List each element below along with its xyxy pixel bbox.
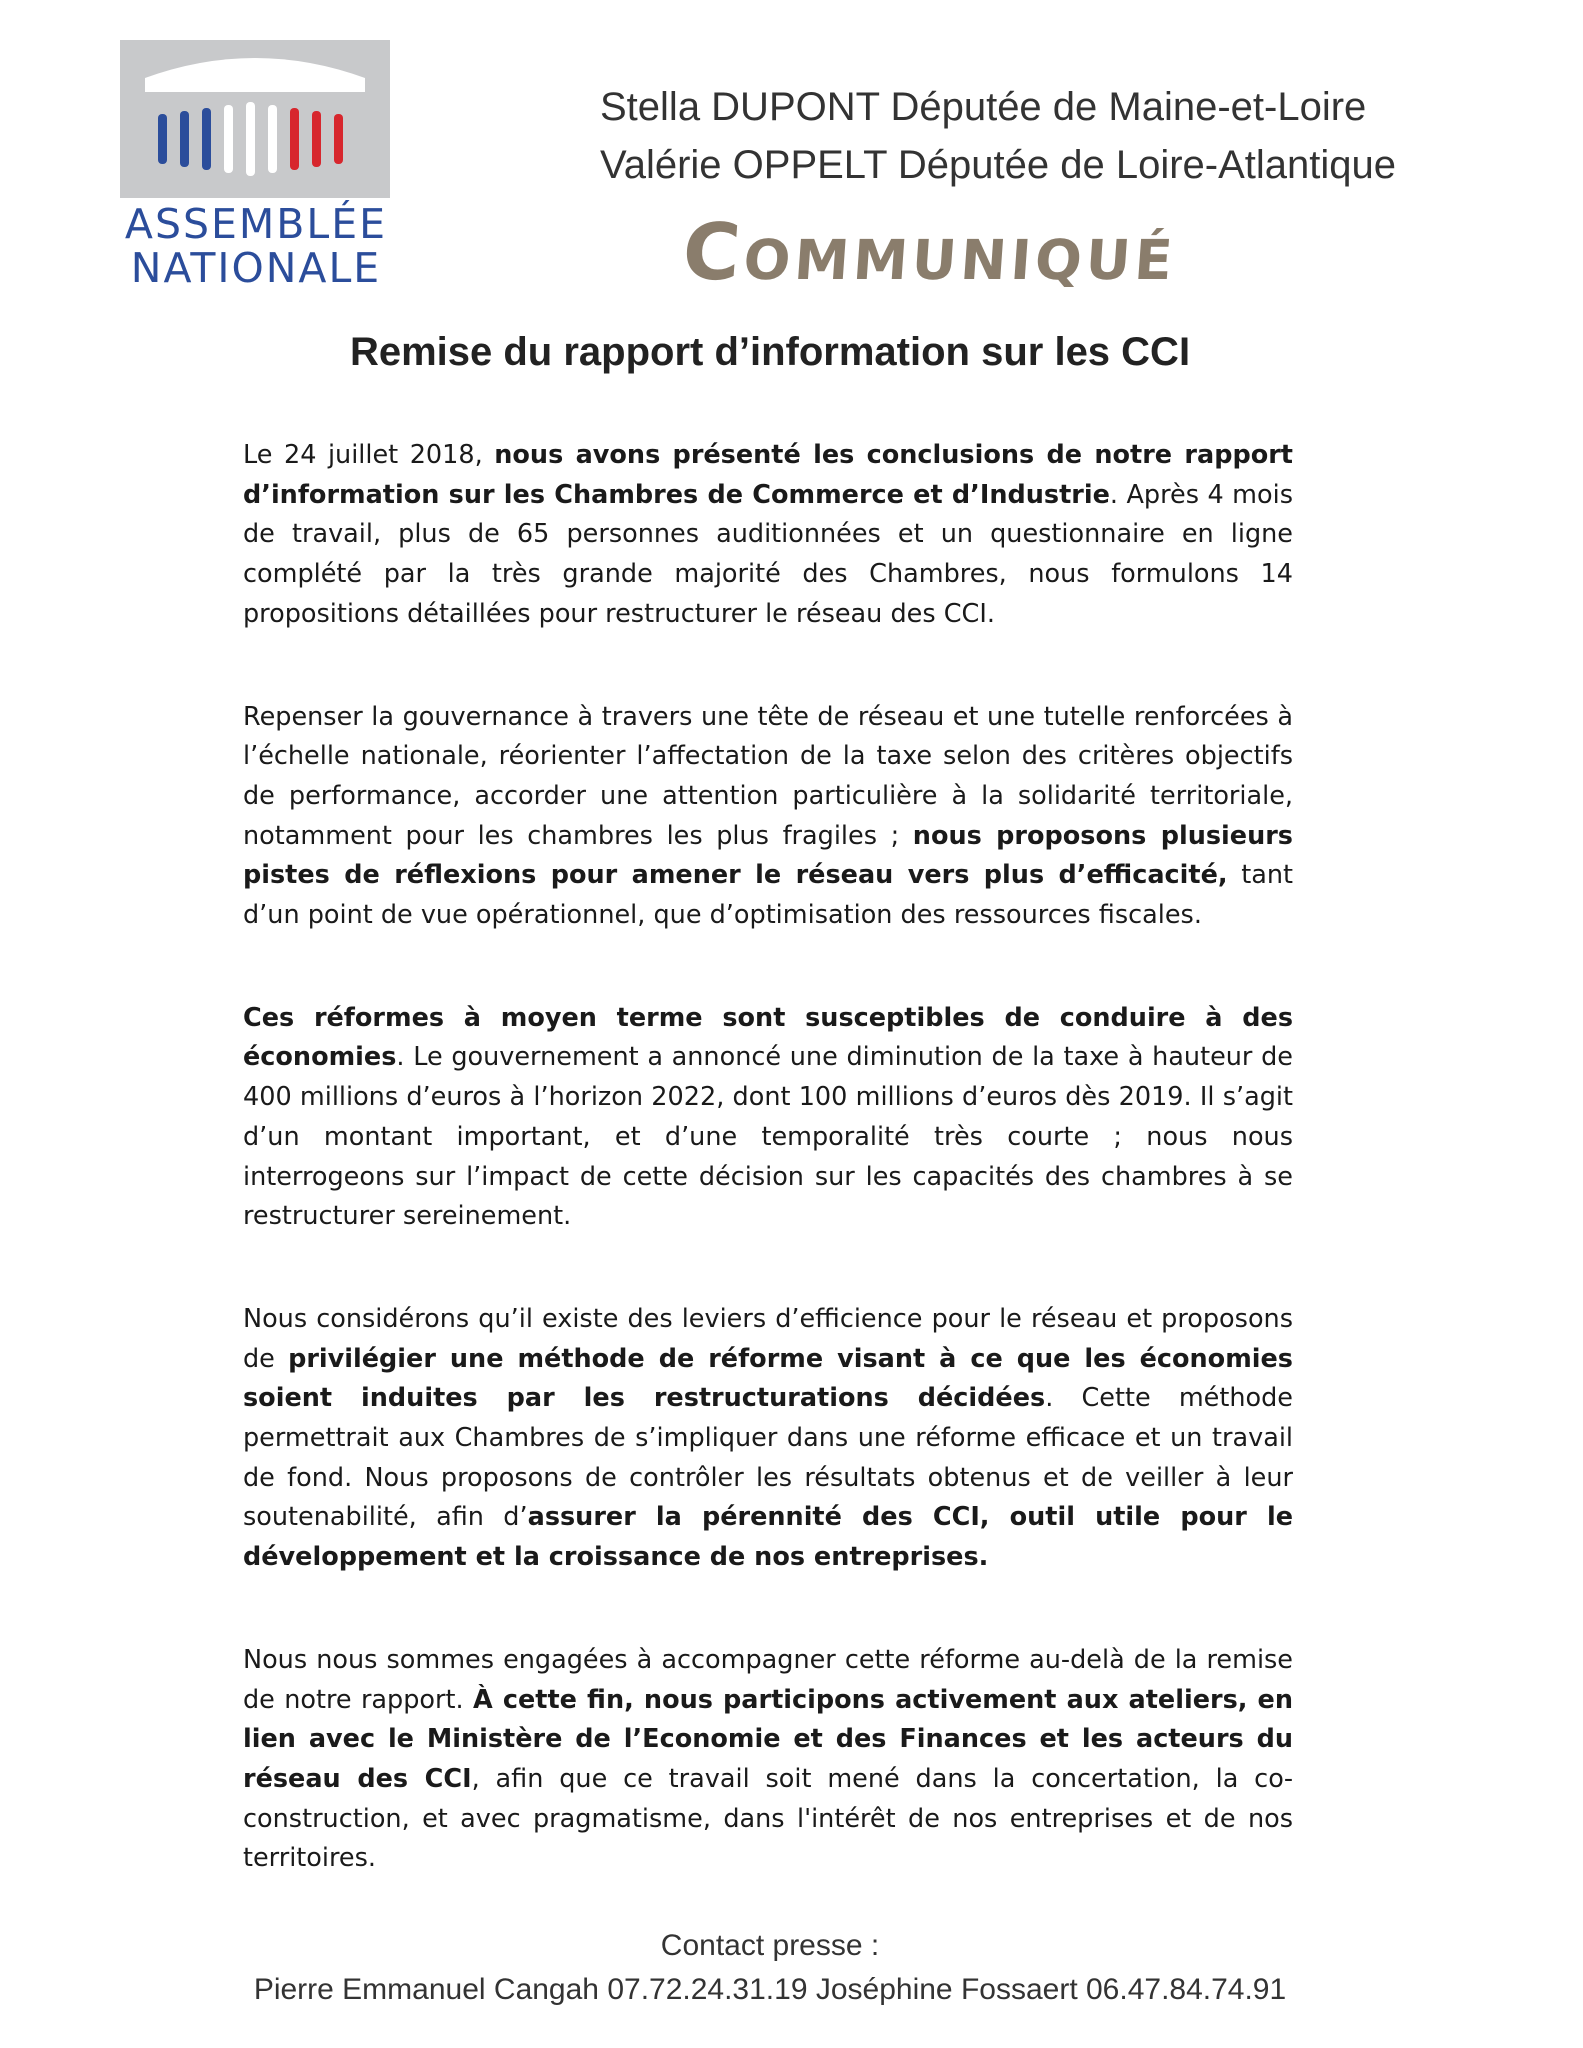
column-icon [224, 105, 233, 173]
deputy-2: Valérie OPPELT Députée de Loire-Atlantique [600, 143, 1397, 187]
paragraph-segment: À cette fin, nous participons activement aux ateliers, en lien avec le Ministère de l’Economie et des Finances et les acteurs du réseau des CCI [243, 1684, 1293, 1794]
paragraph-segment: Nous considérons qu’il existe des leviers d’efficience pour le réseau et proposons de [243, 1303, 1293, 1374]
paragraph-segment: , afin que ce travail soit mené dans la concertation, la coconstruction, et avec pragmatisme, dans l'intérêt de nos entreprises et de nos territoires. [243, 1763, 1294, 1874]
press-release-body [243, 436, 1293, 1942]
paragraph-segment: Repenser la gouvernance à travers une tête de réseau et une tutelle renforcées à l’échelle nationale, réorienter l’affectation de la taxe selon des critères objectifs de performance, accorder une attention particulière à la solidarité territoriale, notamment pour les chambres les plus fragiles ; [243, 701, 1293, 851]
column-icon [158, 114, 167, 164]
column-icon [246, 102, 255, 176]
paragraph-segment: Le 24 juillet 2018, [243, 440, 495, 470]
paragraph-4 [243, 1300, 1293, 1578]
paragraph-1 [243, 436, 1293, 635]
paragraph-segment: assurer la pérennité des CCI, outil utile pour le développement et la croissance de nos entreprises. [243, 1502, 1293, 1573]
column-icon [180, 111, 189, 167]
paragraph-5 [243, 1641, 1293, 1879]
column-icon [290, 108, 299, 170]
paragraph-2 [243, 698, 1293, 936]
paragraph-segment: Ces réformes à moyen terme sont susceptibles de conduire à des économies [243, 1002, 1293, 1073]
hemicycle-emblem-icon [120, 40, 390, 198]
column-icon [312, 111, 321, 167]
paragraph-segment: nous avons présenté les conclusions de notre rapport d’information sur les Chambres de Commerce et d’Industrie [243, 440, 1293, 510]
paragraph-segment: . Cette méthode permettrait aux Chambres de s’impliquer dans une réforme efficace et un travail de fond. Nous proposons de contrôler les résultats obtenus et de veiller à leur soutenabilité, afin d’ [243, 1383, 1293, 1533]
column-icon [202, 108, 211, 170]
press-contact [0, 1924, 1540, 2012]
paragraph-segment: nous proposons plusieurs pistes de réflexions pour amener le réseau vers plus d’efficacité, [243, 820, 1293, 891]
logo-line-1: ASSEMBLÉE [124, 200, 388, 248]
hemicycle-columns-icon [120, 40, 390, 198]
contact-label: Contact presse : [660, 1929, 880, 1962]
logo-line-2: NATIONALE [130, 244, 382, 292]
deputies-header [600, 78, 1500, 194]
column-icon [334, 114, 343, 164]
paragraph-segment: . Le gouvernement a annoncé une diminution de la taxe à hauteur de 400 millions d’euros à l’horizon 2022, dont 100 millions d’euros dès 2019. Il s’agit d’un montant important, et d’une temporalité très courte ; nous nous interrogeons sur l’impact de cette décision sur les capacités des chambres à se restructurer sereinement. [243, 1042, 1293, 1232]
deputy-1: Stella DUPONT Députée de Maine-et-Loire [600, 85, 1367, 129]
paragraph-segment: tant d’un point de vue opérationnel, que d’optimisation des ressources fiscales. [243, 860, 1294, 931]
paragraph-segment: . Après 4 mois de travail, plus de 65 personnes auditionnées et un questionnaire en ligne complété par la très grande majorité des Chambres, nous formulons 14 propositions détaillées pour restructurer le réseau des CCI. [243, 479, 1293, 629]
paragraph-segment: Nous nous sommes engagées à accompagner cette réforme au-delà de la remise de notre rapport. [243, 1644, 1293, 1715]
communique-label: Communiqué [679, 208, 1180, 298]
column-icon [268, 105, 277, 173]
assemblee-nationale-logo [120, 40, 392, 290]
contact-line: Pierre Emmanuel Cangah 07.72.24.31.19 Joséphine Fossaert 06.47.84.74.91 [253, 1973, 1287, 2006]
paragraph-segment: privilégier une méthode de réforme visant à ce que les économies soient induites par les restructurations décidées [243, 1343, 1293, 1414]
paragraph-3 [243, 999, 1293, 1237]
page-title: Remise du rapport d’information sur les CCI [349, 330, 1191, 374]
